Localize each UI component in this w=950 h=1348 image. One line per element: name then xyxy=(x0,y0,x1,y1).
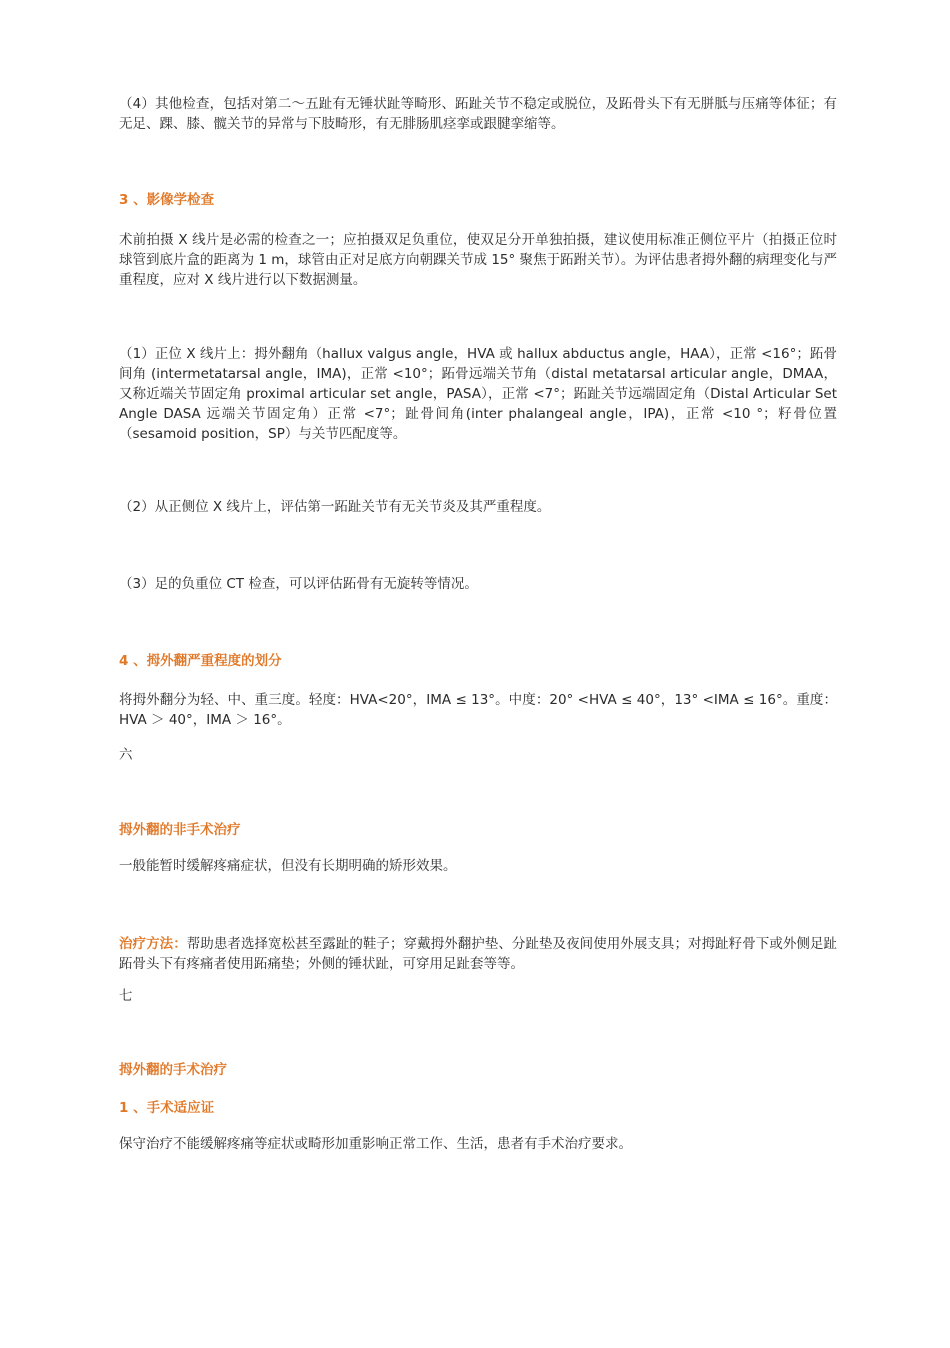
paragraph-other-exam: （4）其他检查，包括对第二～五趾有无锤状趾等畸形、跖趾关节不稳定或脱位，及跖骨头下有无胼胝与压痛等体征；有无足、踝、膝、髋关节的异常与下肢畸形，有无腓肠肌痉挛或跟腱挛缩等。 xyxy=(119,96,837,132)
heading-imaging-exam: 3 、影像学检查 xyxy=(119,192,215,208)
paragraph-weightbearing-ct: （3）足的负重位 CT 检查，可以评估跖骨有无旋转等情况。 xyxy=(119,576,478,592)
heading-severity: 4 、拇外翻严重程度的划分 xyxy=(119,653,282,669)
heading-nonsurgical-treatment: 拇外翻的非手术治疗 xyxy=(119,822,241,838)
paragraph-treatment-method xyxy=(119,934,837,974)
paragraph-nonsurgical: 一般能暂时缓解疼痛症状，但没有长期明确的矫形效果。 xyxy=(119,858,457,874)
paragraph-severity: 将拇外翻分为轻、中、重三度。轻度：HVA<20°，IMA ≤ 13°。中度：20° <HVA ≤ 40°，13° <IMA ≤ 16°。重度：HVA ＞ 40°，IMA ＞ 16°。 xyxy=(119,692,837,728)
heading-surgical-indication: 1 、手术适应证 xyxy=(119,1100,215,1116)
paragraph-surgical-indication: 保守治疗不能缓解疼痛等症状或畸形加重影响正常工作、生活，患者有手术治疗要求。 xyxy=(119,1136,632,1152)
treatment-method-text: 帮助患者选择宽松甚至露趾的鞋子；穿戴拇外翻护垫、分趾垫及夜间使用外展支具；对拇趾籽骨下或外侧足趾跖骨头下有疼痛者使用跖痛垫；外侧的锤状趾，可穿用足趾套等等。 xyxy=(119,936,838,972)
section-number-six: 六 xyxy=(119,747,133,763)
heading-surgical-treatment: 拇外翻的手术治疗 xyxy=(119,1062,227,1078)
paragraph-imaging: 术前拍摄 X 线片是必需的检查之一；应拍摄双足负重位，使双足分开单独拍摄，建议使用标准正侧位平片（拍摄正位时球管到底片盒的距离为 1 m，球管由正对足底方向朝踝关节成 15° 聚焦于跖跗关节）。为评估患者拇外翻的病理变化与严重程度，应对 X 线片进行以下数据测量。 xyxy=(119,232,837,288)
paragraph-ap-xray: （1）正位 X 线片上：拇外翻角（hallux valgus angle，HVA 或 hallux abductus angle，HAA），正常 <16°；跖骨间角 (intermetatarsal angle，IMA)，正常 <10°；跖骨远端关节角（distal metatarsal articular angle，DMAA，又称近端关节固定角 proximal articular set angle，PASA），正常 <7°；跖趾关节远端固定角（Distal Articular Set Angle DASA 远端关节固定角）正常 <7°；趾骨间角(inter phalangeal angle，IPA)，正常 <10 °；籽骨位置（sesamoid position，SP）与关节匹配度等。 xyxy=(119,346,837,442)
paragraph-lateral-xray: （2）从正侧位 X 线片上，评估第一跖趾关节有无关节炎及其严重程度。 xyxy=(119,499,551,515)
treatment-method-label: 治疗方法： xyxy=(119,936,187,952)
section-number-seven: 七 xyxy=(119,988,133,1004)
